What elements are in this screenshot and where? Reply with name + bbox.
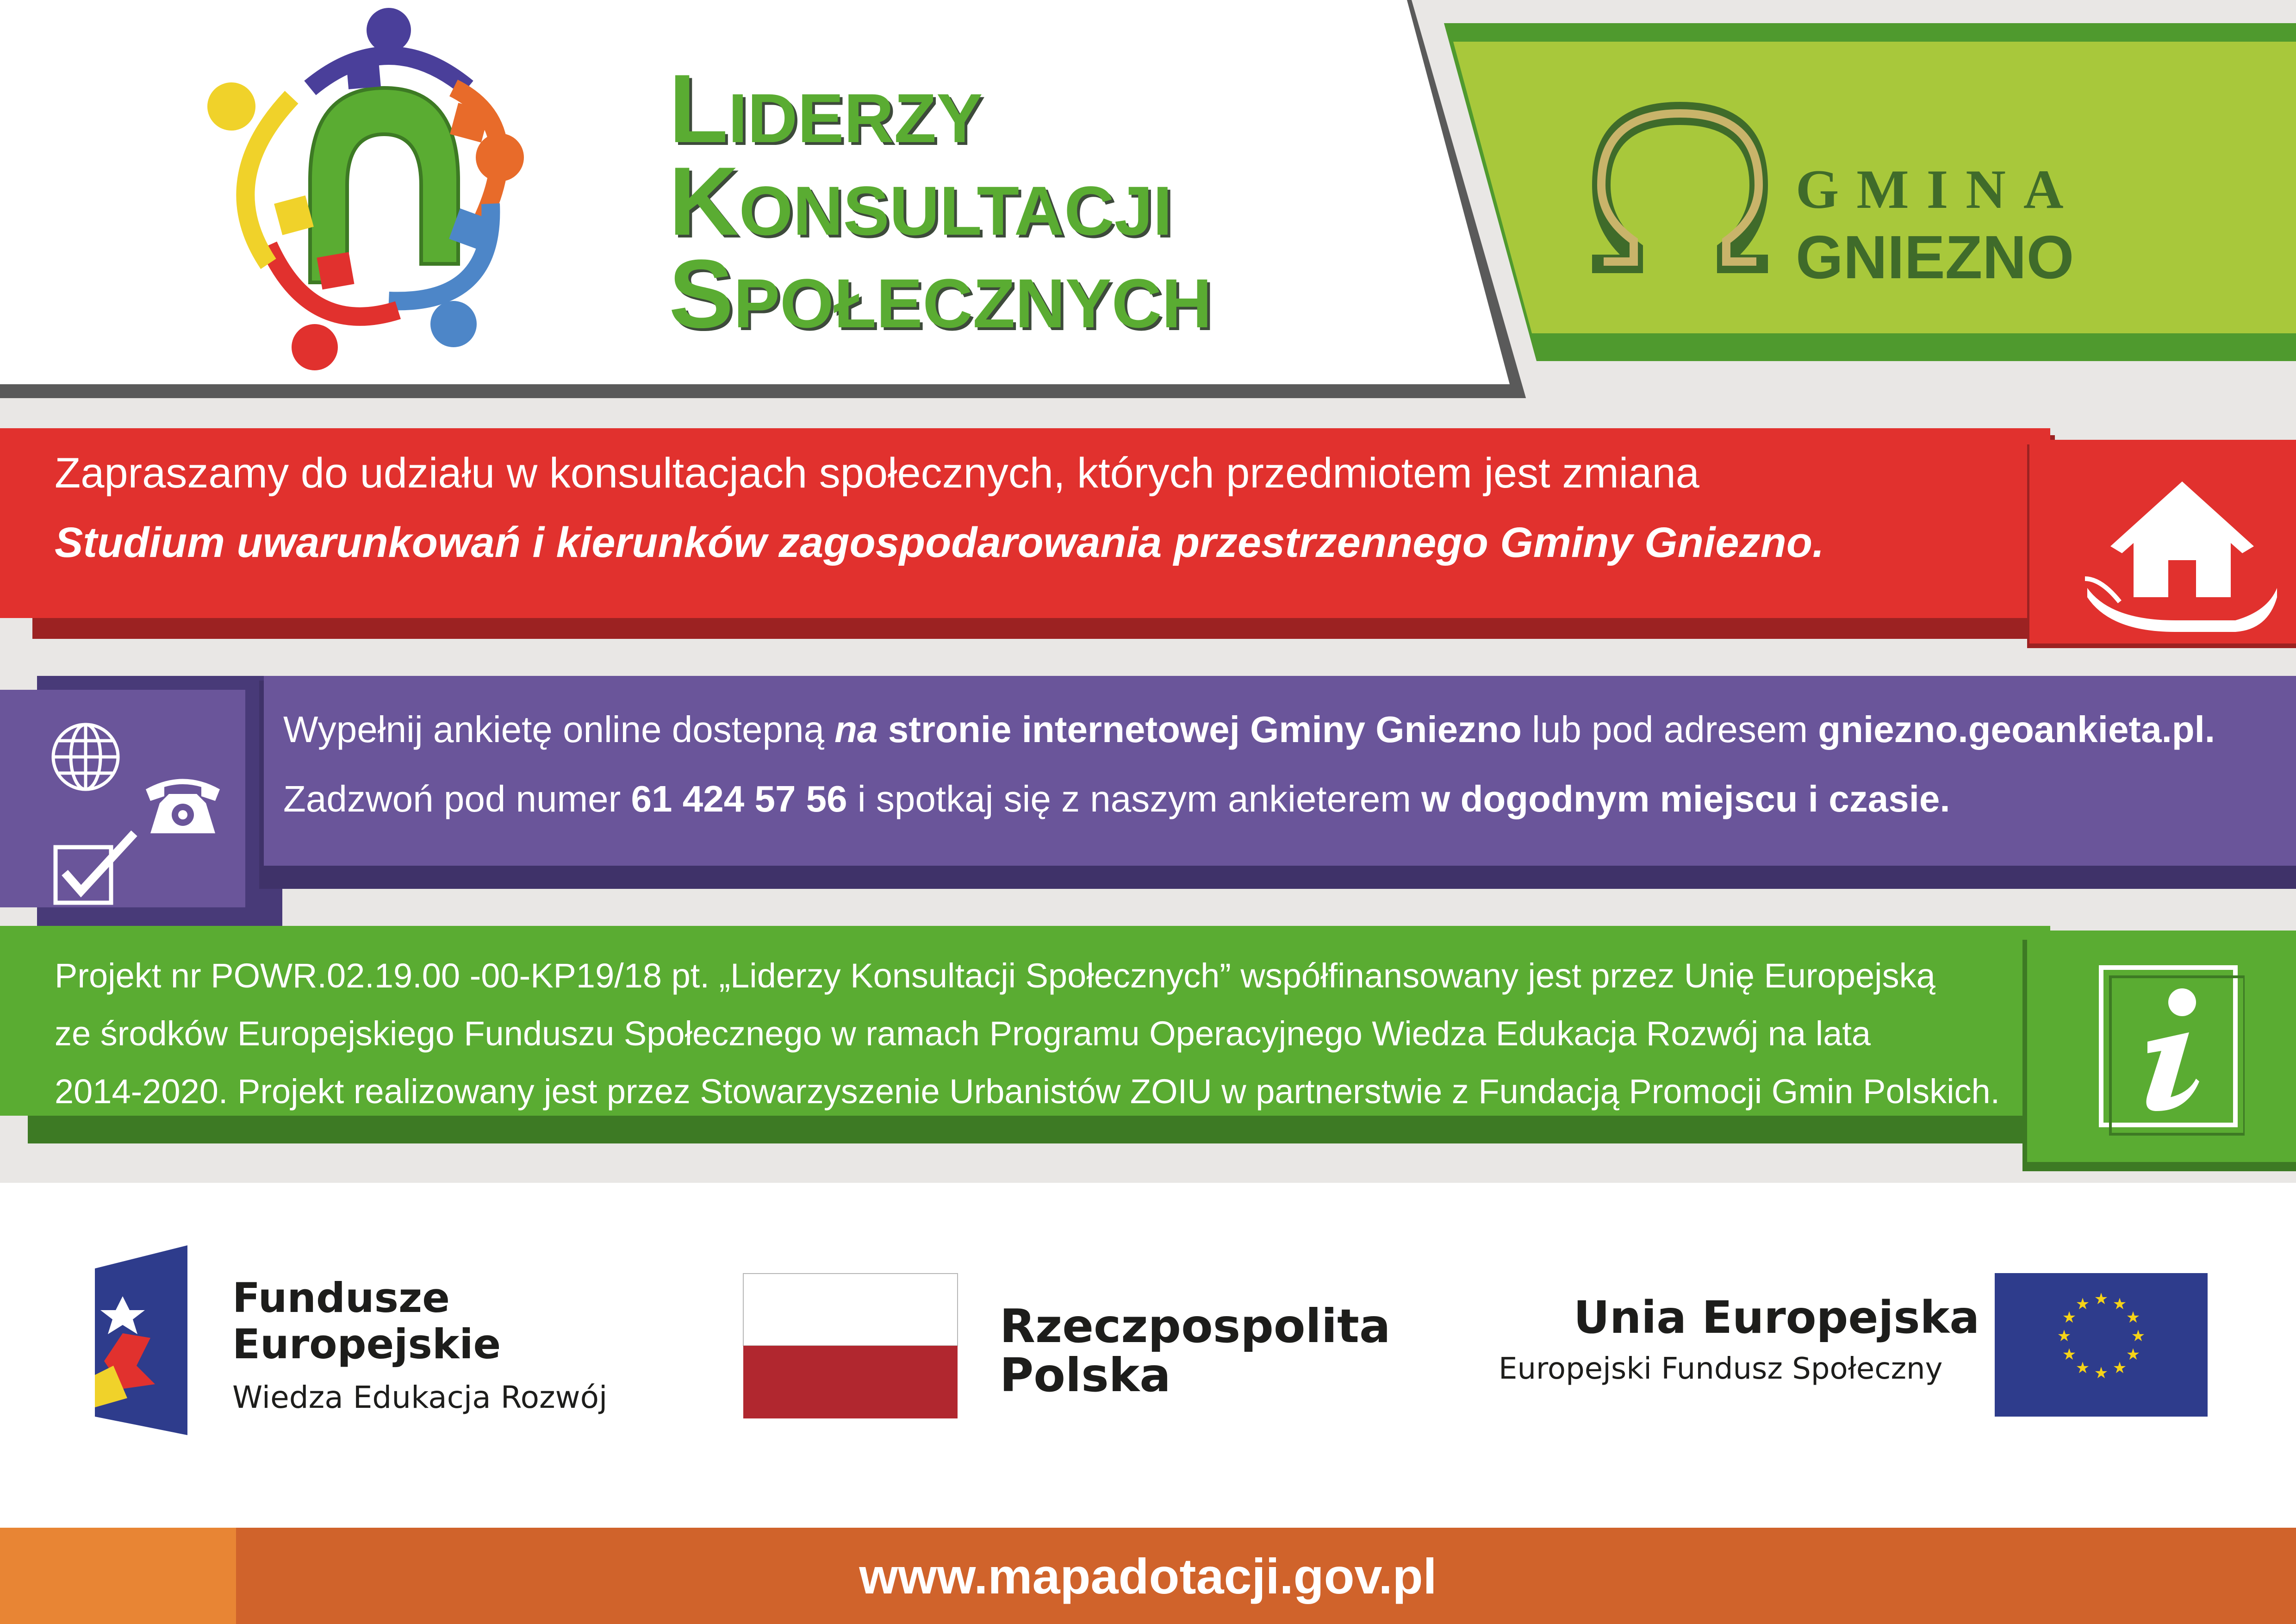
telephone-icon [141,768,224,838]
project-line-1: Projekt nr POWR.02.19.00 -00-KP19/18 pt. „Liderzy Konsultacji Społecznych” współfinansowany jest przez Unię Europejską [55,956,1935,995]
svg-text:★: ★ [2094,1290,2109,1308]
survey-line-2: Zadzwoń pod numer 61 424 57 56 i spotkaj się z naszym ankieterem w dogodnym miejscu i czasie. [283,778,1950,819]
footer-url-link[interactable]: www.mapadotacji.gov.pl [859,1548,1437,1604]
svg-text:★: ★ [2112,1295,2127,1313]
project-title [669,54,1224,348]
eu-flag-icon [1995,1273,2208,1417]
phone-number[interactable]: 61 424 57 56 [631,778,847,819]
svg-text:★: ★ [2131,1327,2146,1345]
svg-text:★: ★ [2062,1345,2077,1364]
ue-name: Unia Europejska [1574,1292,1980,1343]
polish-flag-icon [743,1273,958,1419]
svg-text:★: ★ [2126,1345,2140,1364]
invitation-line-1: Zapraszamy do udziału w konsultacjach społecznych, których przedmiotem jest zmiana [55,450,1699,497]
horseshoe-icon [1583,93,1777,287]
gniezno-label: GNIEZNO [1796,223,2074,291]
svg-text:★: ★ [2062,1308,2077,1327]
globe-icon [49,720,123,794]
title-line-2: KONSULTACJI [669,147,1172,256]
svg-text:★: ★ [2075,1295,2090,1313]
svg-text:★: ★ [2112,1359,2127,1377]
svg-text:★: ★ [2094,1364,2109,1382]
project-line-3: 2014-2020. Projekt realizowany jest przez Stowarzyszenie Urbanistów ZOIU w partnerstwie z Fundacją Promocji Gmin Polskich. [55,1072,2000,1111]
invitation-line-2: Studium uwarunkowań i kierunków zagospodarowania przestrzennego Gminy Gniezno. [55,519,1824,566]
survey-url-link[interactable]: gniezno.geoankieta.pl. [1818,709,2215,750]
fe-name-1: Fundusze [232,1274,450,1322]
project-line-2: ze środków Europejskiego Funduszu Społecznego w ramach Programu Operacyjnego Wiedza Edukacja Rozwój na lata [55,1014,1871,1053]
rp-name-1: Rzeczpospolita [1000,1299,1391,1353]
fe-name-2: Europejskie [232,1320,501,1368]
title-line-3: SPOŁECZNYCH [669,239,1212,348]
fe-program: Wiedza Edukacja Rozwój [232,1380,608,1415]
svg-text:★: ★ [2075,1359,2090,1377]
svg-text:★: ★ [2057,1327,2072,1345]
fe-star-icon [95,1245,192,1435]
house-in-hand-icon [2083,472,2282,643]
gmina-label: GMINA [1796,158,2081,220]
title-line-1: LIDERZY [669,54,983,163]
info-icon [2097,963,2245,1139]
people-puzzle-logo [194,5,555,375]
survey-line-1: Wypełnij ankietę online dostepną na stronie internetowej Gminy Gniezno lub pod adresem gniezno.geoankieta.pl. [283,709,2215,750]
rp-name-2: Polska [1000,1348,1171,1402]
checkbox-icon [51,829,139,907]
svg-text:★: ★ [2126,1308,2140,1327]
ue-fund: Europejski Fundusz Społeczny [1499,1352,1943,1386]
